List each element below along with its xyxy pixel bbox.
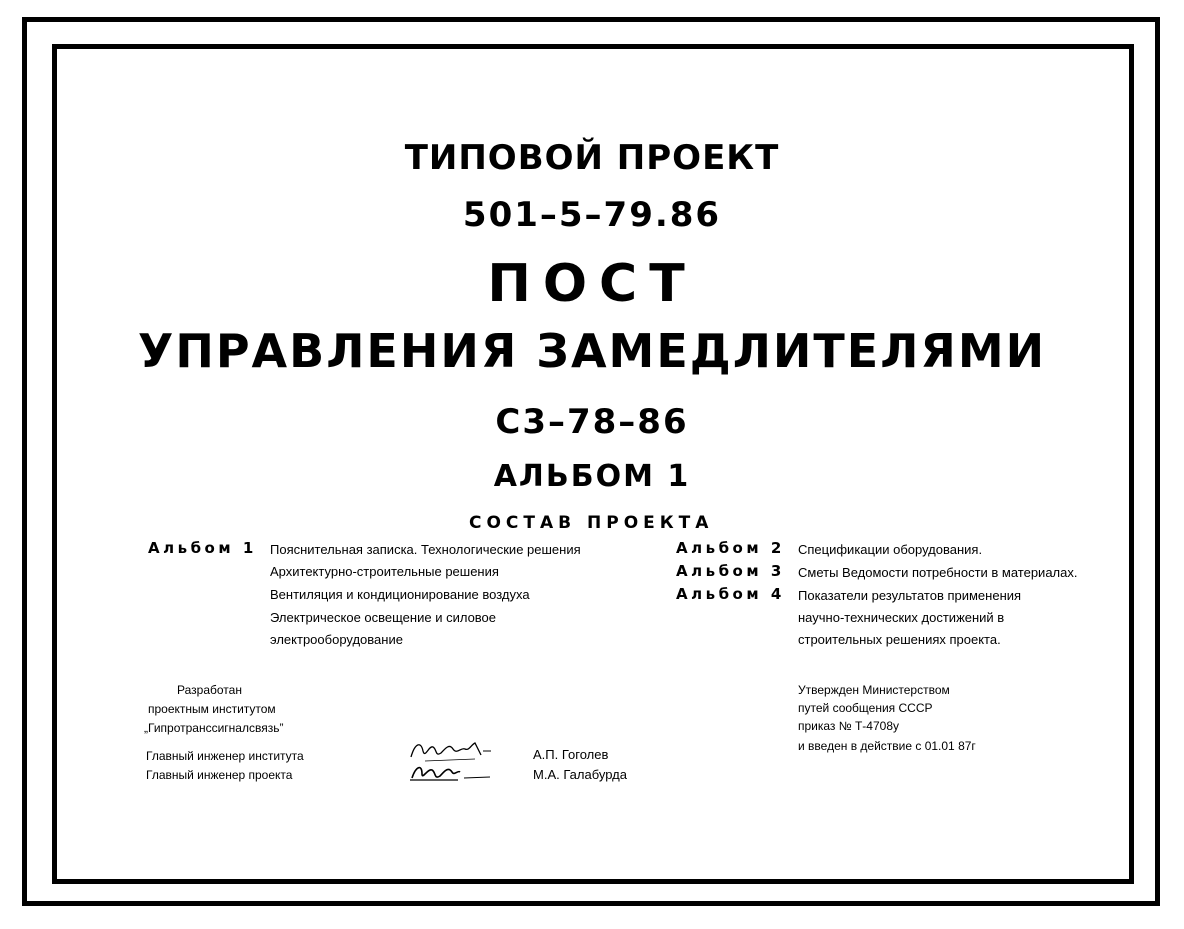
- role-chief-project: Главный инженер проекта: [146, 768, 293, 782]
- album-line: Показатели результатов применения: [798, 588, 1022, 603]
- role-chief-institute: Главный инженер института: [146, 749, 304, 763]
- title-post: ПОСТ: [487, 254, 697, 314]
- title-subject: УПРАВЛЕНИЯ ЗАМЕДЛИТЕЛЯМИ: [137, 324, 1047, 378]
- designation: С3–78–86: [495, 402, 689, 442]
- approval-line3: приказ № Т-4708у: [798, 719, 899, 733]
- album-line: строительных решениях проекта.: [798, 632, 1001, 647]
- signature-chief-project: [408, 760, 493, 786]
- album-number: АЛЬБОМ 1: [493, 459, 691, 494]
- album-line: научно-технических достижений в: [798, 610, 1005, 625]
- project-code: 501–5–79.86: [462, 195, 722, 235]
- developer-line3: „Гипротранссигналсвязь”: [144, 721, 284, 735]
- name-chief-institute: А.П. Гоголев: [533, 747, 609, 762]
- album-line: электрооборудование: [270, 632, 403, 647]
- approval-line2: путей сообщения СССР: [798, 701, 933, 715]
- album-label: Альбом 4: [676, 585, 785, 603]
- album-label: Альбом 3: [676, 562, 785, 580]
- album-line: Сметы Ведомости потребности в материалах.: [798, 565, 1078, 580]
- approval-line1: Утвержден Министерством: [798, 683, 950, 697]
- album-line: Спецификации оборудования.: [798, 542, 983, 557]
- album-line: Пояснительная записка. Технологические решения: [270, 542, 581, 557]
- album-line: Архитектурно-строительные решения: [270, 564, 499, 579]
- album-label: Альбом 2: [676, 539, 785, 557]
- album-label: Альбом 1: [148, 539, 257, 557]
- approval-line4: и введен в действие с 01.01 87г: [798, 739, 976, 753]
- album-line: Электрическое освещение и силовое: [270, 610, 497, 625]
- developer-line1: Разработан: [177, 683, 242, 697]
- album-line: Вентиляция и кондиционирование воздуха: [270, 587, 530, 602]
- developer-line2: проектным институтом: [148, 702, 276, 716]
- name-chief-project: М.А. Галабурда: [533, 767, 627, 782]
- composition-heading: СОСТАВ ПРОЕКТА: [469, 513, 714, 533]
- title-line1: ТИПОВОЙ ПРОЕКТ: [404, 138, 780, 178]
